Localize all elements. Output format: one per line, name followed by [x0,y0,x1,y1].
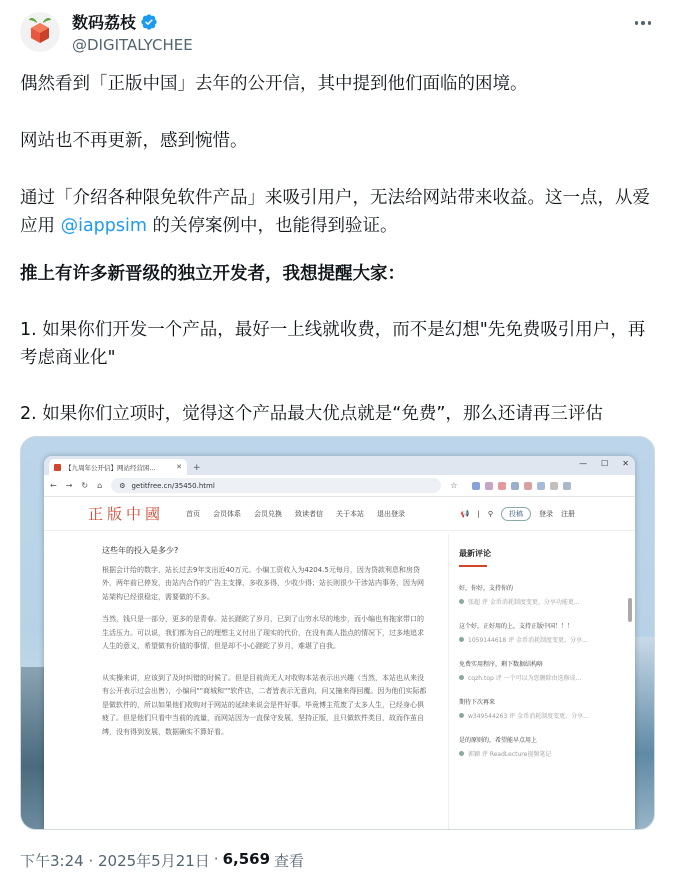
new-tab-icon: + [193,463,201,473]
post-paragraph: 1. 如果你们开发一个产品，最好一上线就收费，而不是幻想"先免费吸引用户，再考虑商业化" [20,320,646,368]
lychee-logo-icon [20,12,60,52]
comment-item [459,621,614,644]
back-icon: ← [50,481,57,490]
post-paragraph: 网站也不再更新，感到惋惜。 [20,131,248,151]
post-paragraph: 偶然看到「正版中国」去年的公开信，其中提到他们面临的困境。 [20,74,528,94]
mention-link[interactable]: @iappsim [60,216,147,236]
browser-tab-bar [44,456,635,475]
reload-icon: ↻ [81,481,89,490]
browser-window [44,456,635,830]
browser-tab [49,459,187,475]
comment-meta: 张超 评 金币消耗制度变更、分享功能更... [468,598,580,606]
avatar-dot [459,637,464,642]
favicon-icon [54,464,61,471]
post-timestamp[interactable]: 下午3:24 · 2025年5月21日 [20,852,210,870]
comment-meta: cqzh.top 评 一个可以为您删除由选修成... [468,674,582,682]
sidebar-title: 最新评论 [459,549,491,558]
site-logo: 正版中國 [88,505,165,523]
url-text: getitfree.cn/35450.html [131,481,215,490]
extension-icons [472,482,571,490]
nav-link: 首页 [186,509,201,518]
comment-item [459,697,614,720]
post-header [20,10,660,58]
meta-separator: · [213,850,219,868]
url-field [111,478,441,493]
comment-item [459,735,614,758]
scrollbar [628,598,632,622]
site-nav-links [186,509,405,519]
divider: | [477,510,480,518]
megaphone-icon: 📢 [460,510,470,518]
avatar[interactable] [20,12,60,52]
comment-text: 免费实用程序，剩下数据结构咯 [459,660,544,668]
close-window-icon: ✕ [622,459,629,468]
avatar-dot [459,751,464,756]
home-icon: ⌂ [97,481,103,490]
maximize-icon: ☐ [601,459,609,468]
forward-icon: → [65,481,73,490]
site-navigation [44,497,635,531]
search-icon: ⚲ [487,510,493,518]
post-paragraph: 2. 如果你们立项时，觉得这个产品最大优点就是“免费”，那么还请再三评估 [20,404,603,424]
post-text-span: 的关停案例中，也能得到验证。 [146,216,398,236]
article-paragraph: 从实操来讲，应该到了及时纠错的时候了。但是目前尚无人对收购本站表示出兴趣（当然，本站也从来没有公开表示过会出售），小编问""商城和""软件店，二者皆表示无意向，问又撞来得回覆。因为他们实际都是做软件的，所以如果他们收购对于网站的延续来说会是件好事。毕竟博主荒废了太多人生，已经身心俱疲了。但是他们只看中当前的流量，而网站因为一直保守发展，坚持正版，且只做软件类目，故而作茧自缚，没有得到发展，数据确实不算好看。 [102,673,427,736]
avatar-dot [459,713,464,718]
more-options-icon[interactable] [628,12,658,34]
verified-badge-icon [140,13,158,31]
nav-link: 会员体系 [213,509,242,518]
post-paragraph-bold: 推上有许多新晋级的独立开发者，我想提醒大家： [20,264,405,284]
nav-link: 退出登录 [377,509,406,518]
article-paragraph: 当然，钱只是一部分，更多的是青春。站长蹉跎了岁月，已到了山穷水尽的地步，而小编也有拖家带口的生活压力。可以说，我们都为自己的理想主义付出了现实的代价，在没有高人指点的情况下，过多地追求人生的意义，希望做有价值的事情，但是却不小心蹉跎了岁月，难堪了自我。 [102,615,424,650]
view-count: 6,569 [222,850,271,868]
display-name[interactable]: 数码荔枝 [72,13,137,32]
register-link: 注册 [561,510,575,518]
site-info-icon: ⚙ [119,481,126,490]
comment-meta: 1059144618 评 金币消耗制度变更、分享... [468,636,588,644]
article-paragraph: 根据会计给的数字，站长过去9年支出近40万元。小编工资收入为4204.5元每月，因为贷款利息和房贷外，两年前已停发，由站内合作的广告主支撑，多收多得，少收少得；站长则很少干涉站内事务，因为网站架构已经很稳定，需要做的不多。 [102,565,424,601]
comment-meta: 郭颖 评 ReadLecture视频笔记 [468,750,552,758]
sidebar-underline [459,565,487,567]
nav-link: 关于本站 [336,509,365,518]
article-content [102,544,428,748]
nav-link: 致读者信 [295,509,324,518]
submit-post-button: 投稿 [501,507,531,521]
user-handle[interactable]: @DIGITALYCHEE [72,36,193,54]
post-meta [20,850,304,871]
post-paragraph [20,184,660,240]
avatar-dot [459,599,464,604]
tab-title: 【九周年公开信】网站经营困... [65,463,156,472]
comment-text: 是的原则的，希望能早点用上 [459,736,538,744]
comment-item [459,583,614,606]
minimize-icon: — [579,459,588,468]
avatar-dot [459,675,464,680]
comment-text: 好，你好，支持你的 [459,584,514,592]
comment-meta: w349544263 评 金币消耗制度变更、分享... [468,712,589,720]
comment-text: 这个好，正好用的上，支持正版中国！！！ [459,622,574,630]
post-image[interactable] [20,436,655,830]
article-question: 这些年的投入是多少? [102,546,179,555]
bookmark-star-icon: ☆ [450,481,458,490]
post-text-span: 通过「介绍各种限免软件产品」来吸引用户，无法给网站带来收益。这一点，从爱应用 [20,188,650,236]
comment-item [459,659,614,682]
window-controls [579,459,629,468]
login-link: 登录 [539,510,553,518]
site-nav-right [461,507,575,521]
comment-text: 期待下次再来 [459,698,496,706]
view-count-label: 查看 [274,852,305,870]
close-icon: ✕ [176,463,182,471]
nav-link: 会员兑换 [254,509,283,518]
address-bar [44,475,635,497]
comments-sidebar [448,534,624,830]
